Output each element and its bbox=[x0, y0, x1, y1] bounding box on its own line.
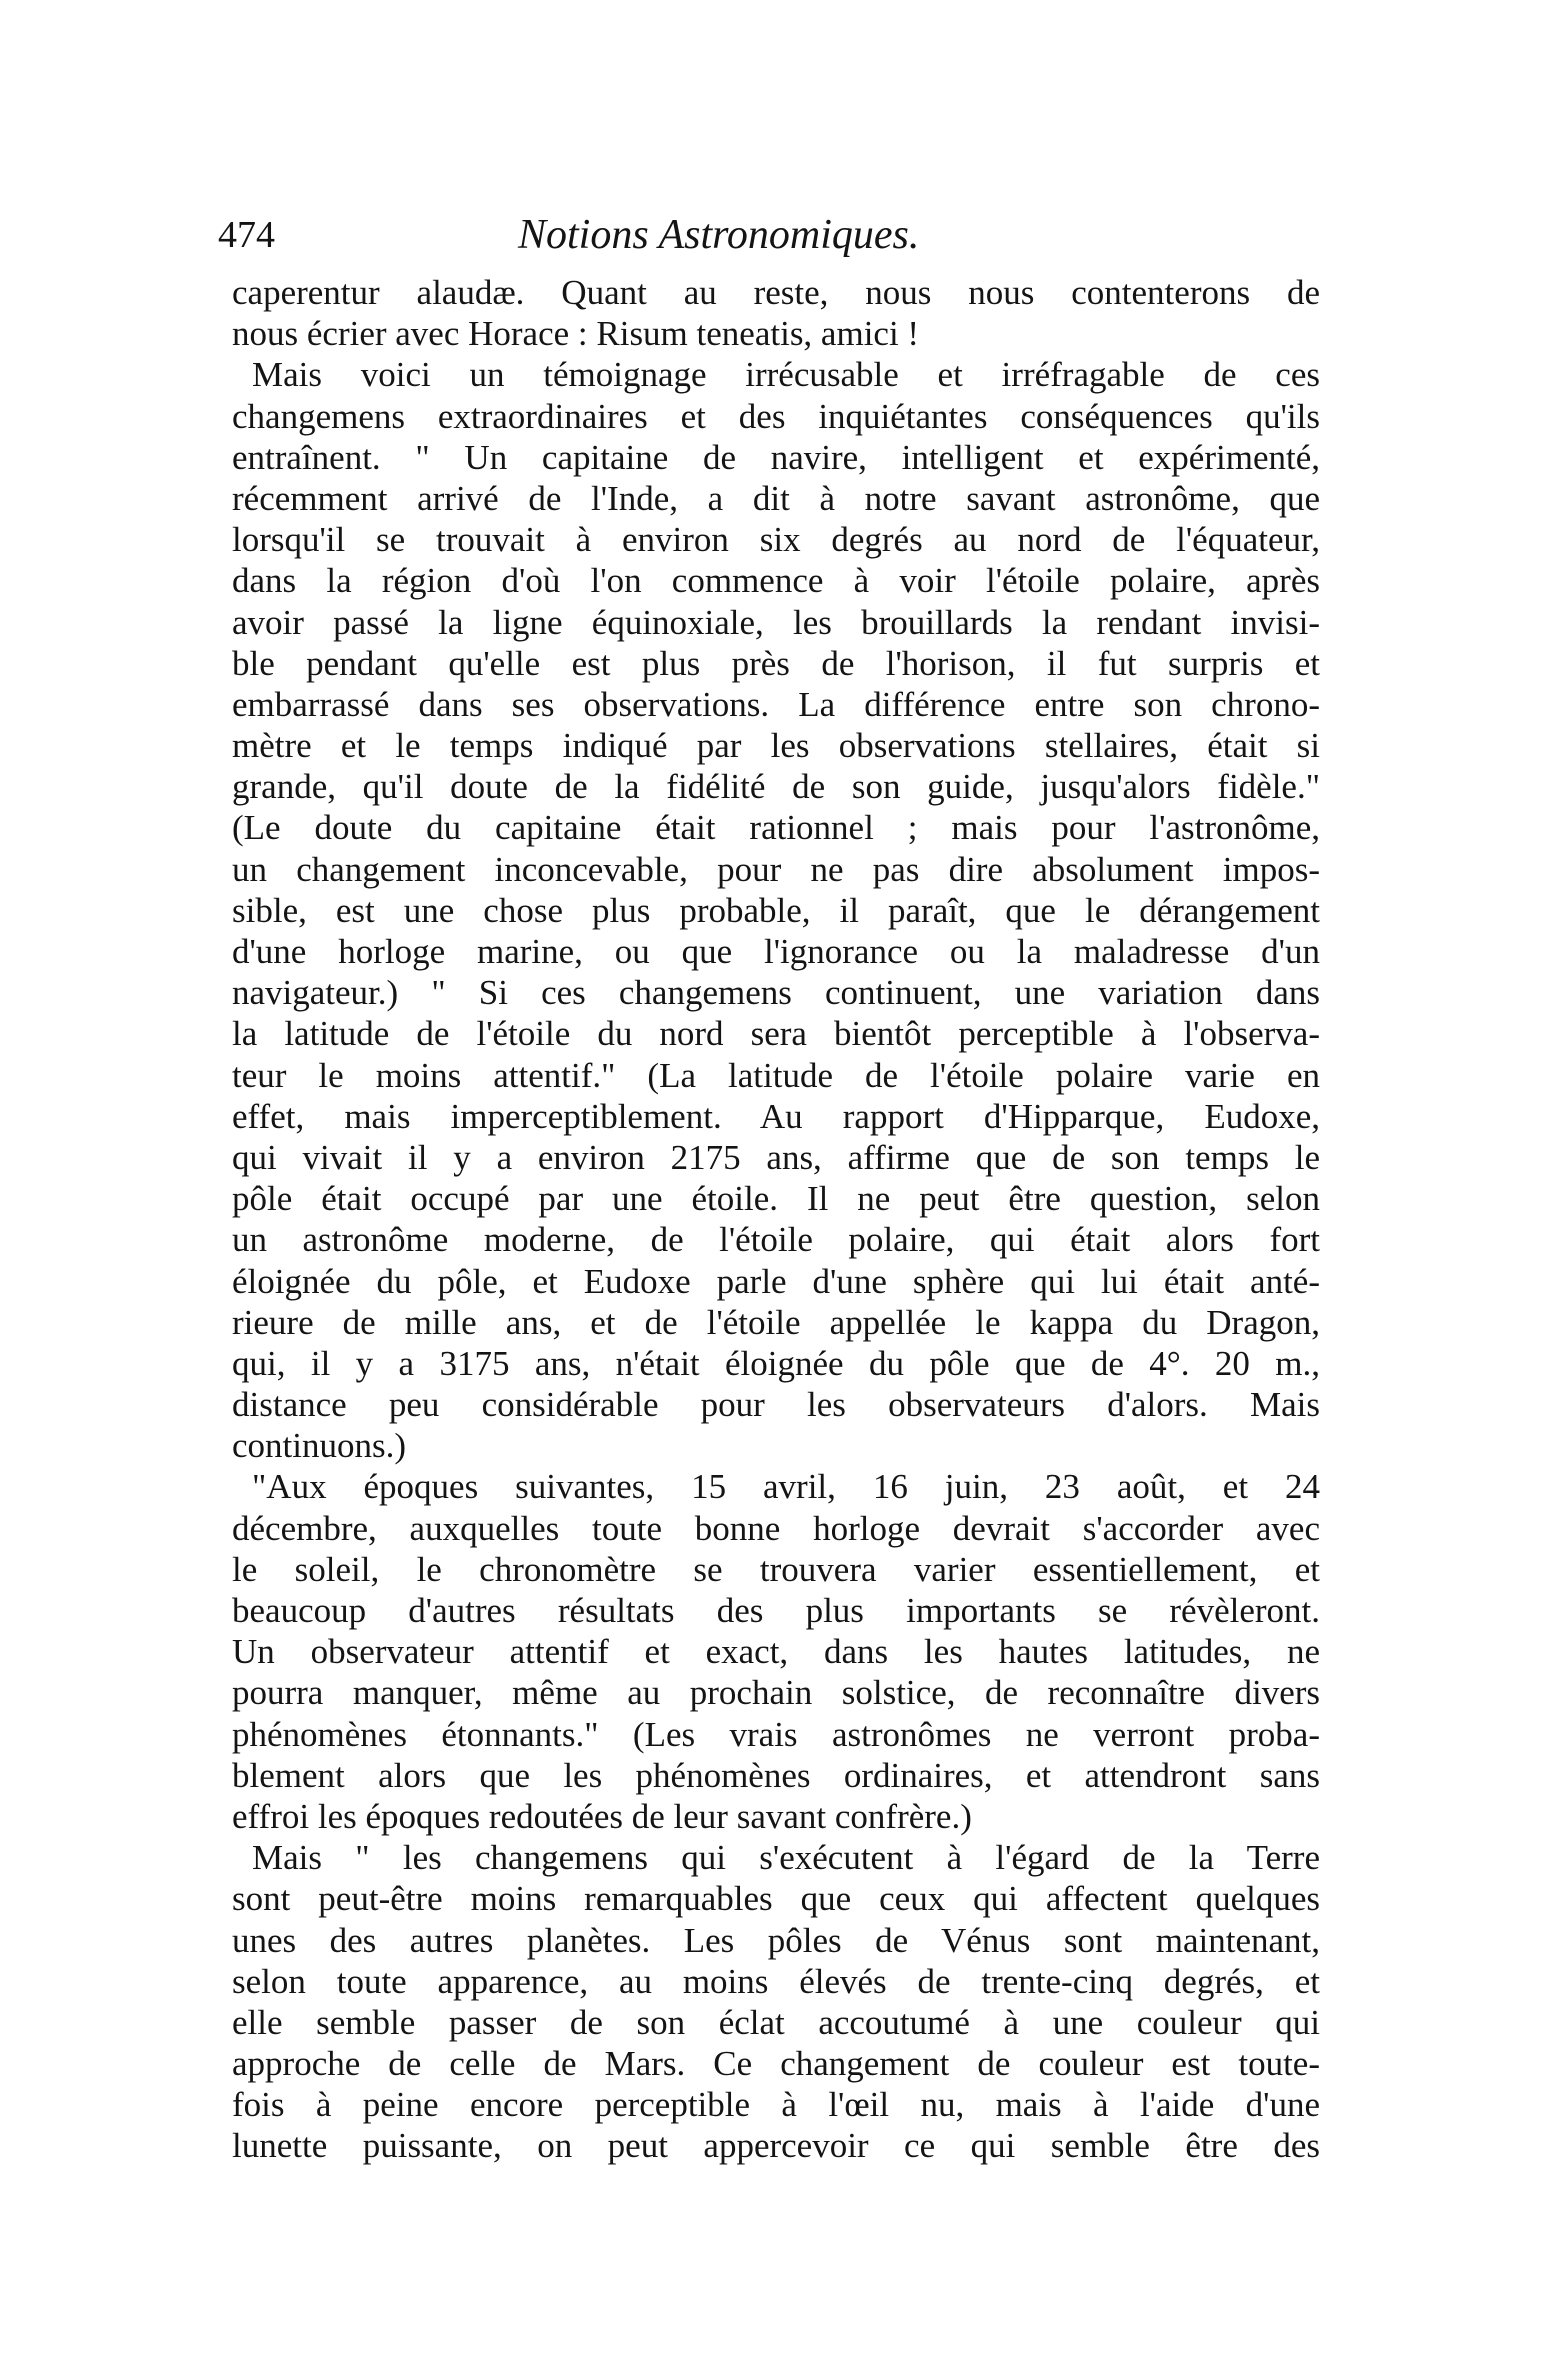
text-line: qui, il y a 3175 ans, n'était éloignée du pôle que de 4°. 20 m., bbox=[232, 1343, 1320, 1383]
running-title: Notions Astronomiques. bbox=[518, 212, 920, 258]
text-line: approche de celle de Mars. Ce changement de couleur est toute- bbox=[232, 2044, 1320, 2084]
text-line: changemens extraordinaires et des inquiétantes conséquences qu'ils bbox=[232, 396, 1320, 436]
text-line: le soleil, le chronomètre se trouvera varier essentiellement, et bbox=[232, 1549, 1320, 1589]
text-line: beaucoup d'autres résultats des plus importants se révèleront. bbox=[232, 1591, 1320, 1630]
text-line: distance peu considérable pour les observateurs d'alors. Mais bbox=[232, 1385, 1320, 1425]
text-line: avoir passé la ligne équinoxiale, les brouillards la rendant invisi- bbox=[232, 602, 1320, 642]
text-line: effet, mais imperceptiblement. Au rapport d'Hipparque, Eudoxe, bbox=[232, 1096, 1320, 1136]
text-line: ble pendant qu'elle est plus près de l'horison, il fut surpris et bbox=[232, 643, 1320, 683]
page-number: 474 bbox=[218, 214, 275, 256]
text-line: lorsqu'il se trouvait à environ six degrés au nord de l'équateur, bbox=[232, 520, 1320, 560]
text-line: blement alors que les phénomènes ordinaires, et attendront sans bbox=[232, 1755, 1320, 1795]
text-line: phénomènes étonnants." (Les vrais astronômes ne verront proba- bbox=[232, 1714, 1320, 1754]
text-line: teur le moins attentif." (La latitude de l'étoile polaire varie en bbox=[232, 1055, 1320, 1095]
text-line: selon toute apparence, au moins élevés de trente-cinq degrés, et bbox=[232, 1961, 1320, 2001]
text-line: qui vivait il y a environ 2175 ans, affirme que de son temps le bbox=[232, 1137, 1320, 1177]
text-line: caperentur alaudæ. Quant au reste, nous nous contenterons de bbox=[232, 273, 1320, 312]
text-line: effroi les époques redoutées de leur savant confrère.) bbox=[232, 1796, 972, 1836]
text-line: continuons.) bbox=[232, 1426, 407, 1466]
text-line: d'une horloge marine, ou que l'ignorance ou la maladresse d'un bbox=[232, 932, 1320, 971]
text-line: sible, est une chose plus probable, il paraît, que le dérangement bbox=[232, 890, 1320, 930]
text-line: dans la région d'où l'on commence à voir l'étoile polaire, après bbox=[232, 561, 1320, 601]
text-line: pôle était occupé par une étoile. Il ne peut être question, selon bbox=[232, 1179, 1320, 1219]
text-line: éloignée du pôle, et Eudoxe parle d'une sphère qui lui était anté- bbox=[232, 1261, 1320, 1301]
text-line: Mais " les changemens qui s'exécutent à l'égard de la Terre bbox=[252, 1838, 1320, 1878]
text-line: rieure de mille ans, et de l'étoile appellée le kappa du Dragon, bbox=[232, 1302, 1320, 1342]
text-line: Mais voici un témoignage irrécusable et irréfragable de ces bbox=[252, 355, 1320, 395]
text-line: la latitude de l'étoile du nord sera bientôt perceptible à l'observa- bbox=[232, 1014, 1320, 1054]
text-line: récemment arrivé de l'Inde, a dit à notre savant astronôme, que bbox=[232, 478, 1320, 518]
text-line: unes des autres planètes. Les pôles de Vénus sont maintenant, bbox=[232, 1920, 1320, 1960]
text-line: grande, qu'il doute de la fidélité de son guide, jusqu'alors fidèle." bbox=[232, 767, 1320, 807]
text-line: un astronôme moderne, de l'étoile polaire, qui était alors fort bbox=[232, 1220, 1320, 1260]
text-line: navigateur.) " Si ces changemens continuent, une variation dans bbox=[232, 973, 1320, 1013]
running-head bbox=[218, 205, 1333, 265]
text-line: embarrassé dans ses observations. La différence entre son chrono- bbox=[232, 684, 1320, 724]
text-line: mètre et le temps indiqué par les observations stellaires, était si bbox=[232, 726, 1320, 766]
text-line: "Aux époques suivantes, 15 avril, 16 juin, 23 août, et 24 bbox=[252, 1467, 1320, 1507]
text-line: lunette puissante, on peut appercevoir ce qui semble être des bbox=[232, 2126, 1320, 2166]
body-text bbox=[232, 272, 1320, 2167]
text-line: elle semble passer de son éclat accoutumé à une couleur qui bbox=[232, 2002, 1320, 2042]
text-line: entraînent. " Un capitaine de navire, intelligent et expérimenté, bbox=[232, 437, 1320, 477]
text-line: (Le doute du capitaine était rationnel ; mais pour l'astronôme, bbox=[232, 808, 1320, 848]
text-line: décembre, auxquelles toute bonne horloge devrait s'accorder avec bbox=[232, 1508, 1320, 1548]
text-line: Un observateur attentif et exact, dans les hautes latitudes, ne bbox=[232, 1632, 1320, 1672]
text-line: un changement inconcevable, pour ne pas dire absolument impos- bbox=[232, 849, 1320, 889]
text-line: nous écrier avec Horace : Risum teneatis, amici ! bbox=[232, 314, 920, 354]
text-line: sont peut-être moins remarquables que ceux qui affectent quelques bbox=[232, 1879, 1320, 1919]
text-line: fois à peine encore perceptible à l'œil nu, mais à l'aide d'une bbox=[232, 2085, 1320, 2125]
text-line: pourra manquer, même au prochain solstice, de reconnaître divers bbox=[232, 1673, 1320, 1713]
